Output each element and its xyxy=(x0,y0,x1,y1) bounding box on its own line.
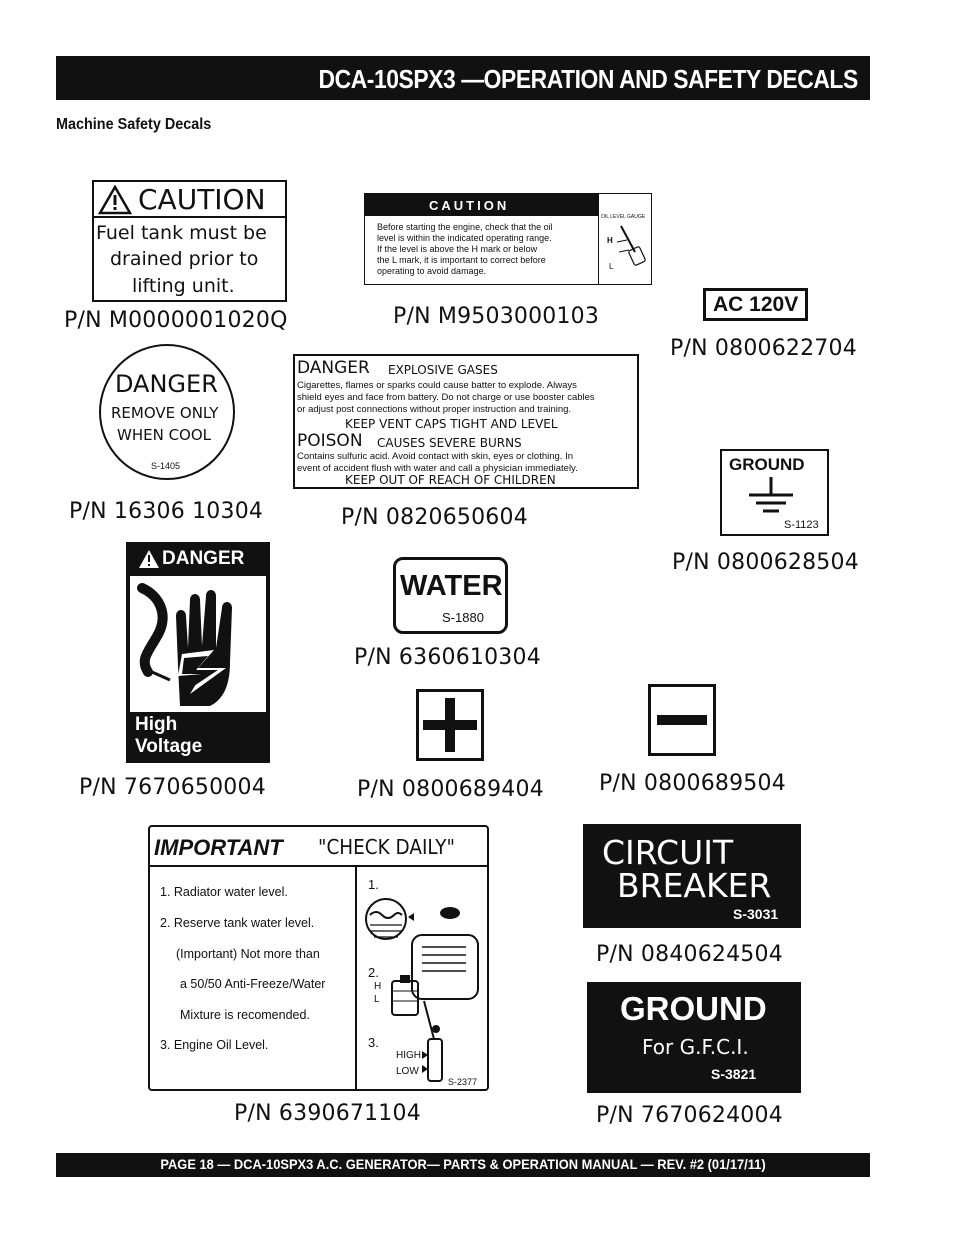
check-item-1: 1. Radiator water level. xyxy=(160,885,288,899)
fig-label-2: 2. xyxy=(368,965,379,980)
gauge-l: L xyxy=(609,262,614,271)
circuit-breaker-code: S-3031 xyxy=(733,906,779,922)
caution-line-1: Fuel tank must be xyxy=(96,222,267,244)
caution-oil-line-1: Before starting the engine, check that the oil xyxy=(377,222,553,232)
check-item-4: 3. Engine Oil Level. xyxy=(160,1038,269,1052)
high-voltage-line-2: Voltage xyxy=(135,736,203,757)
caution-divider xyxy=(94,216,285,218)
danger-gases-text-4: Contains sulfuric acid. Avoid contact with skin, eyes or clothing. In xyxy=(297,451,573,462)
section-title: Machine Safety Decals xyxy=(56,116,212,133)
decal-ground-gfci xyxy=(587,982,801,1093)
poison-subtitle: CAUSES SEVERE BURNS xyxy=(377,436,522,450)
gauge-h: H xyxy=(607,236,613,245)
decal-danger-gases xyxy=(293,354,639,489)
decal-water xyxy=(393,557,508,634)
ground-small-title: GROUND xyxy=(729,455,805,474)
dipstick-low-label: LOW xyxy=(396,1066,419,1077)
ac-120v-text: AC 120V xyxy=(713,293,799,316)
check-daily-title-rest: "CHECK DAILY" xyxy=(318,835,455,859)
decal-plus xyxy=(416,689,484,761)
part-number: P/N 6390671104 xyxy=(234,1101,421,1126)
danger-gases-title: DANGER xyxy=(297,358,370,378)
caution-line-3: lifting unit. xyxy=(132,275,235,297)
minus-icon xyxy=(651,687,713,753)
decal-ac-120v xyxy=(703,288,808,321)
decal-minus xyxy=(648,684,716,756)
circuit-breaker-line-2: BREAKER xyxy=(617,866,772,905)
fig-label-1: 1. xyxy=(368,877,379,892)
check-item-2: 2. Reserve tank water level. xyxy=(160,916,315,930)
page-footer-text: PAGE 18 — DCA-10SPX3 A.C. GENERATOR— PARTS & OPERATION MANUAL — REV. #2 (01/17/11) xyxy=(160,1156,766,1172)
part-number: P/N 16306 10304 xyxy=(69,499,264,524)
dipstick-icon xyxy=(615,222,649,272)
caution-oil-header xyxy=(365,194,598,216)
check-daily-divider-h xyxy=(150,865,487,867)
part-number: P/N 0820650604 xyxy=(341,505,528,530)
warning-triangle-icon xyxy=(98,185,132,215)
check-item-3a: (Important) Not more than xyxy=(176,947,320,961)
check-daily-code: S-2377 xyxy=(448,1077,478,1087)
decal-caution-fuel xyxy=(92,180,287,302)
part-number: P/N 7670624004 xyxy=(596,1103,783,1128)
hand-shock-icon xyxy=(130,576,266,712)
ground-small-code: S-1123 xyxy=(784,519,819,531)
decal-circuit-breaker xyxy=(583,824,801,928)
fig-label-3: 3. xyxy=(368,1035,379,1050)
danger-cool-line-2: WHEN COOL xyxy=(117,426,212,444)
danger-gases-text-5: event of accident flush with water and call a physician immediately. xyxy=(297,463,578,474)
poison-title: POISON xyxy=(297,431,363,451)
fig-label-l: L xyxy=(374,994,380,1005)
part-number: P/N 7670650004 xyxy=(79,775,266,800)
ground-gfci-sub: For G.F.C.I. xyxy=(642,1035,749,1059)
high-voltage-panel xyxy=(130,576,266,712)
water-title: WATER xyxy=(400,570,503,602)
high-voltage-line-1: High xyxy=(135,714,178,735)
ground-gfci-title: GROUND xyxy=(620,990,767,1027)
danger-cool-title: DANGER xyxy=(115,370,218,398)
page-title: DCA-10SPX3 —OPERATION AND SAFETY DECALS xyxy=(318,64,858,94)
page-footer-bar xyxy=(56,1153,870,1177)
warning-triangle-icon xyxy=(138,549,160,569)
check-daily-title-italic: IMPORTANT xyxy=(154,835,283,860)
danger-cool-code: S-1405 xyxy=(151,461,181,471)
danger-gases-caps: KEEP VENT CAPS TIGHT AND LEVEL xyxy=(345,417,558,431)
decal-ground-small xyxy=(720,449,829,536)
decal-high-voltage xyxy=(126,542,270,763)
danger-gases-subtitle: EXPLOSIVE GASES xyxy=(388,363,498,377)
caution-oil-divider xyxy=(598,194,599,284)
caution-title: CAUTION xyxy=(138,183,266,216)
check-daily-divider-v xyxy=(355,865,357,1089)
page-header-bar xyxy=(56,56,870,100)
danger-cool-line-1: REMOVE ONLY xyxy=(111,404,219,422)
part-number: P/N 0800689504 xyxy=(599,771,786,796)
decal-caution-oil xyxy=(364,193,652,285)
high-voltage-title: DANGER xyxy=(162,548,245,569)
part-number: P/N 0840624504 xyxy=(596,942,783,967)
radiator-diagram-icon xyxy=(362,889,490,1085)
caution-line-2: drained prior to xyxy=(110,248,259,270)
caution-oil-line-4: the L mark, it is important to correct before xyxy=(377,255,546,265)
check-item-3b: a 50/50 Anti-Freeze/Water xyxy=(180,977,326,991)
danger-gases-text-3: or adjust post connections without proper instruction and training. xyxy=(297,404,572,415)
danger-gases-text-1: Cigarettes, flames or sparks could cause batter to explode. Always xyxy=(297,380,577,391)
part-number: P/N 0800628504 xyxy=(672,550,859,575)
fig-label-h: H xyxy=(374,981,382,992)
caution-oil-title: CAUTION xyxy=(429,198,510,213)
circuit-breaker-line-1: CIRCUIT xyxy=(602,833,734,872)
caution-oil-line-5: operating to avoid damage. xyxy=(377,266,487,276)
decal-danger-cool xyxy=(99,344,235,480)
caution-oil-line-2: level is within the indicated operating range. xyxy=(377,233,552,243)
danger-gases-keep: KEEP OUT OF REACH OF CHILDREN xyxy=(345,473,556,487)
ground-gfci-code: S-3821 xyxy=(711,1066,757,1082)
check-item-3c: Mixture is recomended. xyxy=(180,1008,310,1022)
part-number: P/N 0800689404 xyxy=(357,777,544,802)
danger-gases-text-2: shield eyes and face from battery. Do not charge or use booster cables xyxy=(297,392,595,403)
caution-oil-line-3: If the level is above the H mark or below xyxy=(377,244,538,254)
part-number: P/N M9503000103 xyxy=(393,304,600,329)
part-number: P/N 0800622704 xyxy=(670,336,857,361)
dipstick-high-label: HIGH xyxy=(396,1050,421,1061)
decal-check-daily xyxy=(148,825,489,1091)
ground-symbol-icon xyxy=(746,477,796,517)
plus-icon xyxy=(419,692,481,758)
gauge-label: OIL LEVEL GAUGE xyxy=(601,214,646,220)
water-code: S-1880 xyxy=(442,610,484,625)
part-number: P/N 6360610304 xyxy=(354,645,541,670)
part-number: P/N M0000001020Q xyxy=(64,308,288,333)
